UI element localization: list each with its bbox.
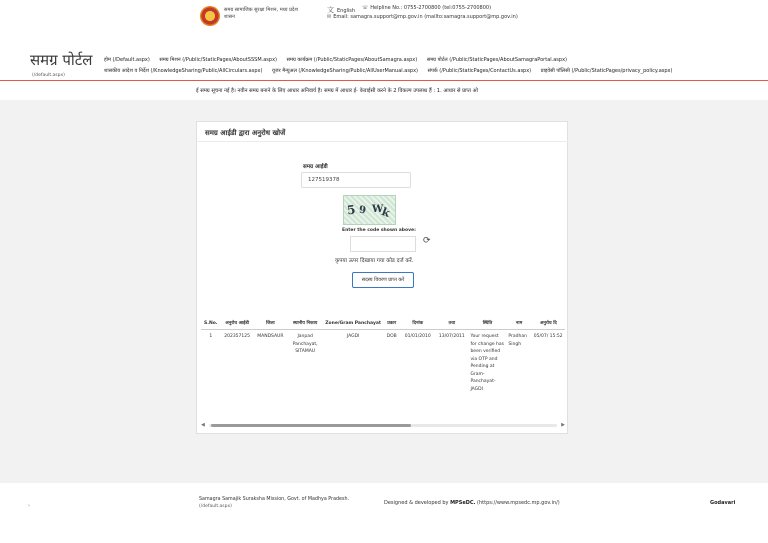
org-name: समग्र सामाजिक सुरक्षा मिशन, मध्य प्रदेश xyxy=(224,7,298,13)
col-header: S.No. xyxy=(201,317,221,330)
captcha-char: 5 xyxy=(346,202,357,218)
footer-org[interactable]: Samagra Samajik Suraksha Mission, Govt. of Madhya Pradesh. xyxy=(199,497,350,502)
card-title: समग्र आईडी द्वारा अनुरोध खोजें xyxy=(205,129,286,137)
site-footer xyxy=(0,483,768,543)
credits-link[interactable]: (https://www.mpsedc.mp.gov.in/) xyxy=(477,500,560,506)
col-header: प्रकार xyxy=(383,317,400,330)
brand-link[interactable]: (/default.aspx) xyxy=(32,73,65,78)
captcha-char: W xyxy=(372,204,384,215)
col-header: अनुरोध दि xyxy=(532,317,565,330)
nav-contact[interactable]: संपर्क (/Public/StaticPages/ContactUs.aspx) xyxy=(427,68,532,74)
col-header: दिनांक xyxy=(400,317,435,330)
nav-portal[interactable]: समग्र पोर्टल (/Public/StaticPages/AboutSamagraPortal.aspx) xyxy=(426,57,567,63)
card-title-divider xyxy=(197,141,569,142)
email-text: Email: samagra.support@mp.gov.in (mailto:samagra.support@mp.gov.in) xyxy=(333,14,518,20)
credits-prefix: Designed & developed by xyxy=(384,500,449,506)
col-header: स्थानीय निकाय xyxy=(287,317,323,330)
footer-server-name: Godavari xyxy=(710,500,736,506)
table-horizontal-scrollbar[interactable] xyxy=(201,422,565,429)
col-header: स्थिति xyxy=(468,317,506,330)
org-name-suffix: शासन xyxy=(224,14,235,20)
captcha-char: k xyxy=(380,205,392,220)
cell-request-id: 202357125 xyxy=(224,334,251,339)
captcha-input[interactable] xyxy=(350,236,416,252)
cell-old-value: 01/01/2010 xyxy=(404,334,431,339)
language-label: English xyxy=(337,8,356,14)
col-header: Zone/Gram Panchayat xyxy=(323,317,383,330)
samagra-id-label: समग्र आईडी xyxy=(303,164,328,170)
credits-org[interactable]: MPSeDC. xyxy=(450,500,476,506)
cell-name: Pradhan Singh xyxy=(508,334,527,347)
main-nav-row-2 xyxy=(104,68,680,74)
scroll-right-icon[interactable]: ▶ xyxy=(561,422,565,428)
nav-circulars[interactable]: शासकीय आदेश व निर्देश (/KnowledgeSharing/Public/AllCirculars.aspx) xyxy=(104,68,263,74)
requests-table-container[interactable] xyxy=(201,317,565,419)
scroll-left-icon[interactable]: ◀ xyxy=(201,422,205,428)
news-ticker xyxy=(196,86,568,96)
translate-icon: 文 xyxy=(327,6,334,14)
nav-privacy[interactable]: प्राइवेसी पॉलिसी (/Public/StaticPages/privacy_policy.aspx) xyxy=(540,68,673,74)
nav-mission[interactable]: समग्र मिशन (/Public/StaticPages/AboutSSSM.aspx) xyxy=(159,57,277,63)
envelope-icon: ✉ xyxy=(327,14,332,20)
cell-local-body: Janpad Panchayat, SITAMAU xyxy=(292,334,318,354)
get-member-details-button[interactable]: सदस्य विवरण प्राप्त करें xyxy=(352,272,414,288)
table-header-row xyxy=(201,317,565,330)
helpline-link[interactable] xyxy=(362,5,491,11)
captcha-image xyxy=(343,195,396,225)
cell-zone: JAGDI xyxy=(346,334,360,339)
search-request-card xyxy=(196,121,568,434)
col-header: तथा xyxy=(435,317,468,330)
footer-org-link[interactable]: (/default.aspx) xyxy=(199,504,232,509)
footer-credits xyxy=(384,500,560,506)
mp-emblem-icon xyxy=(200,6,220,26)
site-header xyxy=(0,0,768,84)
cell-sno: 1 xyxy=(209,334,213,339)
refresh-captcha-icon[interactable]: ⟳ xyxy=(423,236,431,246)
main-nav-row-1 xyxy=(104,57,575,63)
scroll-thumb[interactable] xyxy=(211,424,411,427)
header-divider xyxy=(0,80,768,81)
nav-programs[interactable]: समग्र कार्यक्रम (/Public/StaticPages/AboutSamagra.aspx) xyxy=(286,57,418,63)
cell-request-date: 05/07/ 15:52 xyxy=(533,334,563,339)
captcha-instruction: कृपया ऊपर दिखाया गया कोड दर्ज करें. xyxy=(335,258,414,264)
col-header: नाम xyxy=(506,317,531,330)
captcha-char: 9 xyxy=(358,204,367,217)
col-header: जिला xyxy=(254,317,287,330)
chevron-right-icon: › xyxy=(28,503,30,509)
brand-title[interactable]: समग्र पोर्टल xyxy=(30,51,93,69)
helpline-text: Helpline No.: 0755-2700800 (tel:0755-2700800) xyxy=(370,5,492,11)
requests-table xyxy=(201,317,565,396)
cell-new-value: 13/07/2011 xyxy=(438,334,465,339)
cell-district: MANDSAUR xyxy=(257,334,284,339)
email-link[interactable] xyxy=(327,14,518,20)
nav-home[interactable]: होम (/Default.aspx) xyxy=(104,57,150,63)
cell-status: Your request for change has been verified via OTP and Pending at Gram-Panchayat-JAGDI xyxy=(470,334,505,392)
samagra-id-input[interactable] xyxy=(301,172,411,188)
cell-type: DOB xyxy=(386,334,397,339)
table-row xyxy=(201,330,565,397)
ticker-text: ई समग्र सूचना नई है। नवीन समग्र बनाने के लिए आधार अनिवार्य है। समग्र में आधार ई- केवाईसी करने के 2 विकल्प उपलब्ध हैं : 1. आधार से प्राप्त ओ xyxy=(196,88,478,94)
col-header: अनुरोध आईडी xyxy=(221,317,254,330)
nav-user-manual[interactable]: यूजर मैन्युअल (/KnowledgeSharing/Public/AllUserManual.aspx) xyxy=(272,68,419,74)
phone-icon: ☏ xyxy=(362,5,369,11)
captcha-hint: Enter the code shown above: xyxy=(342,228,416,233)
